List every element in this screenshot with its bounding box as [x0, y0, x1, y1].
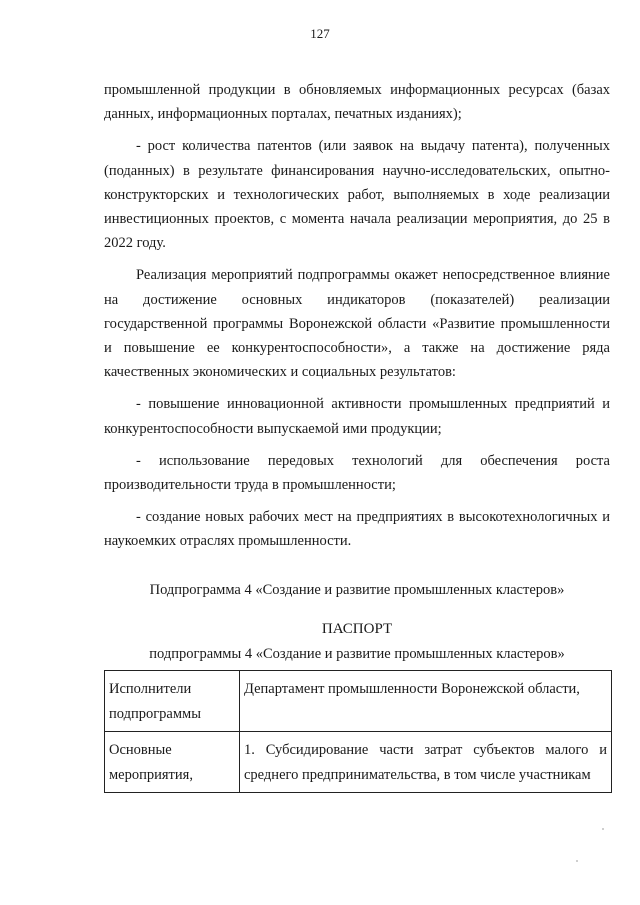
passport-title: ПАСПОРТ: [321, 621, 393, 637]
paragraph-patents: - рост количества патентов (или заявок на выдачу патента), полученных (поданных) в результате финансирования научно-исследовательских, опытно-конструкторских и технологических работ, выполняемых в ходе реализации инвестиционных проектов, с момента начала реализации мероприятия, до 25 в 2022 году.: [104, 138, 610, 252]
passport-table: [104, 670, 612, 793]
passport-subtitle: подпрограммы 4 «Создание и развитие промышленных кластеров»: [149, 646, 565, 662]
subprogram-heading: Подпрограмма 4 «Создание и развитие промышленных кластеров»: [149, 582, 565, 598]
page-number: 127: [310, 26, 330, 41]
table-cell-value: Департамент промышленности Воронежской области,: [240, 671, 612, 732]
paragraph-technologies: - использование передовых технологий для обеспечения роста производительности труда в промышленности;: [104, 452, 610, 494]
paragraph-jobs: - создание новых рабочих мест на предприятиях в высокотехнологичных и наукоемких отраслях промышленности.: [104, 509, 610, 550]
table-row: [105, 671, 612, 732]
paragraph-implementation: Реализация мероприятий подпрограммы окажет непосредственное влияние на достижение основных индикаторов (показателей) реализации государственной программы Воронежской области «Развитие промышленности и повышение ее конкурентоспособности», а также на достижение ряда качественных экономических и социальных результатов:: [104, 267, 610, 381]
body-text: [104, 78, 610, 562]
paragraph-innovation: - повышение инновационной активности промышленных предприятий и конкурентоспособности выпускаемой ими продукции;: [104, 396, 610, 437]
paragraph-continuation: промышленной продукции в обновляемых информационных ресурсах (базах данных, информационных порталах, печатных изданиях);: [104, 82, 610, 123]
table-cell-label: Исполнители подпрограммы: [105, 671, 240, 732]
table-cell-label: Основные мероприятия,: [105, 732, 240, 793]
scan-dot: [576, 860, 578, 862]
table-cell-value: 1. Субсидирование части затрат субъектов малого и среднего предпринимательства, в том числе участникам: [240, 732, 612, 793]
scan-dot: [602, 828, 604, 830]
table-row: [105, 732, 612, 793]
